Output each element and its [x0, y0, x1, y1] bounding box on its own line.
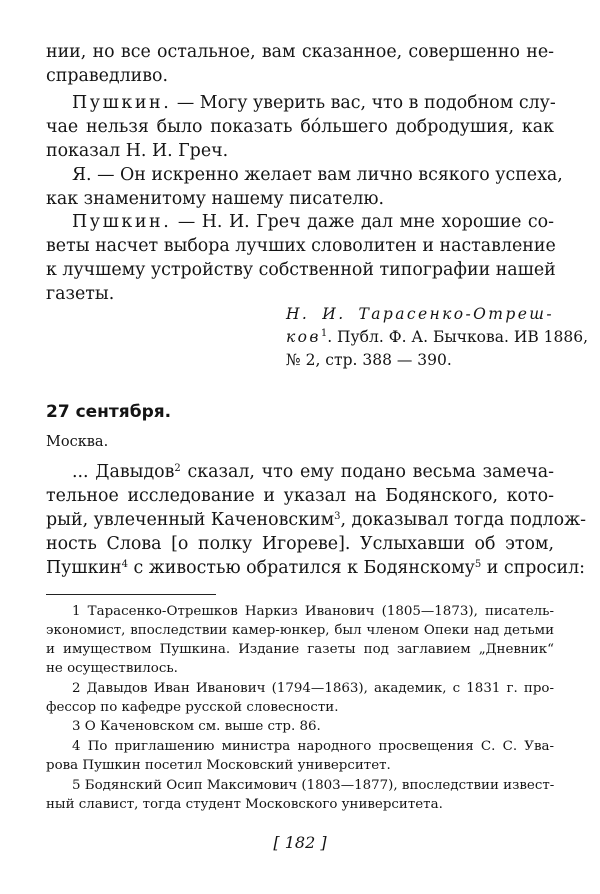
source-publication: . Публ. Ф. А. Бычкова. ИВ 1886,: [327, 328, 589, 346]
entry-place: Москва.: [46, 434, 109, 450]
footnote-line: 5 Бодянский Осип Максимович (1803—1877), впоследствии извест-: [72, 778, 555, 793]
text-line: газеты.: [46, 284, 115, 304]
text-fragment: ... Давыдов: [72, 462, 175, 482]
text-line: Я. — Он искренно желает вам лично всякого успеха,: [72, 165, 563, 185]
source-citation: [286, 303, 554, 326]
text-fragment: с живостью обратился к Бодянскому: [128, 558, 475, 578]
text-fragment: сказал, что ему подано весьма замеча-: [180, 462, 554, 482]
footnote-mark: 5: [474, 559, 482, 570]
text-fragment: и спросил:: [481, 558, 586, 578]
text-line: справедливо.: [46, 66, 169, 86]
footnote-line: экономист, впоследствии камер-юнкер, был членом Опеки над детьми: [46, 623, 554, 638]
text-line: к лучшему устройству собственной типографии нашей: [46, 260, 556, 280]
footnote-line: 1 Тарасенко-Отрешков Наркиз Иванович (1805—1873), писатель-: [72, 604, 554, 619]
text-line: ность Слова [о полку Игореве]. Услыхавши об этом,: [46, 534, 554, 554]
text-line: тельное исследование и указал на Бодянского, кото-: [46, 486, 554, 506]
entry-date: 27 сентября.: [46, 402, 172, 422]
footnote-line: фессор по кафедре русской словесности.: [46, 700, 339, 715]
text-line: [72, 210, 554, 234]
speech-text: — Н. И. Греч даже дал мне хорошие со-: [171, 212, 554, 232]
text-line: как знаменитому нашему писателю.: [46, 189, 385, 209]
text-fragment: рый, увлеченный Каченовским: [46, 510, 335, 530]
source-citation: [286, 326, 589, 349]
source-publication: № 2, стр. 388 — 390.: [286, 351, 452, 369]
footnote-line: рова Пушкин посетил Московский университет.: [46, 758, 391, 773]
text-line: веты насчет выбора лучших словолитен и наставление: [46, 236, 556, 256]
footnote-mark: 1: [320, 328, 328, 339]
footnote-line: не осуществилось.: [46, 661, 178, 676]
source-citation: [286, 349, 554, 372]
text-line: [46, 556, 586, 580]
footnote-line: 2 Давыдов Иван Иванович (1794—1863), академик, с 1831 г. про-: [72, 681, 554, 696]
text-line: [72, 91, 554, 115]
text-line: [46, 508, 586, 532]
text-fragment: Пушкин: [46, 558, 122, 578]
footnote-line: 4 По приглашению министра народного просвещения С. С. Ува-: [72, 739, 554, 754]
text-line: показал Н. И. Греч.: [46, 141, 229, 161]
text-fragment: , доказывал тогда подлож-: [340, 510, 586, 530]
footnote-mark: 2: [174, 463, 181, 474]
source-author: ков: [286, 328, 321, 346]
speech-text: — Могу уверить вас, что в подобном слу-: [171, 93, 556, 113]
footnote-mark: 3: [334, 511, 341, 522]
page-number: [ 182 ]: [273, 833, 327, 852]
source-author: Н. И. Тарасенко-Отреш-: [286, 305, 554, 323]
footnote-divider: [46, 594, 216, 595]
text-line: нии, но все остальное, вам сказанное, совершенно не-: [46, 42, 554, 62]
text-line: чае нельзя было показать бо́льшего добродушия, как: [46, 117, 554, 137]
footnote-line: и имуществом Пушкина. Издание газеты под заглавием „Дневник“: [46, 642, 554, 657]
footnote-mark: 4: [121, 559, 128, 570]
footnote-line: 3 О Каченовском см. выше стр. 86.: [72, 719, 321, 734]
speaker-name: Пушкин.: [72, 93, 172, 113]
text-line: [72, 460, 554, 484]
footnote-line: ный славист, тогда студент Московского университета.: [46, 797, 443, 812]
speaker-name: Пушкин.: [72, 212, 172, 232]
